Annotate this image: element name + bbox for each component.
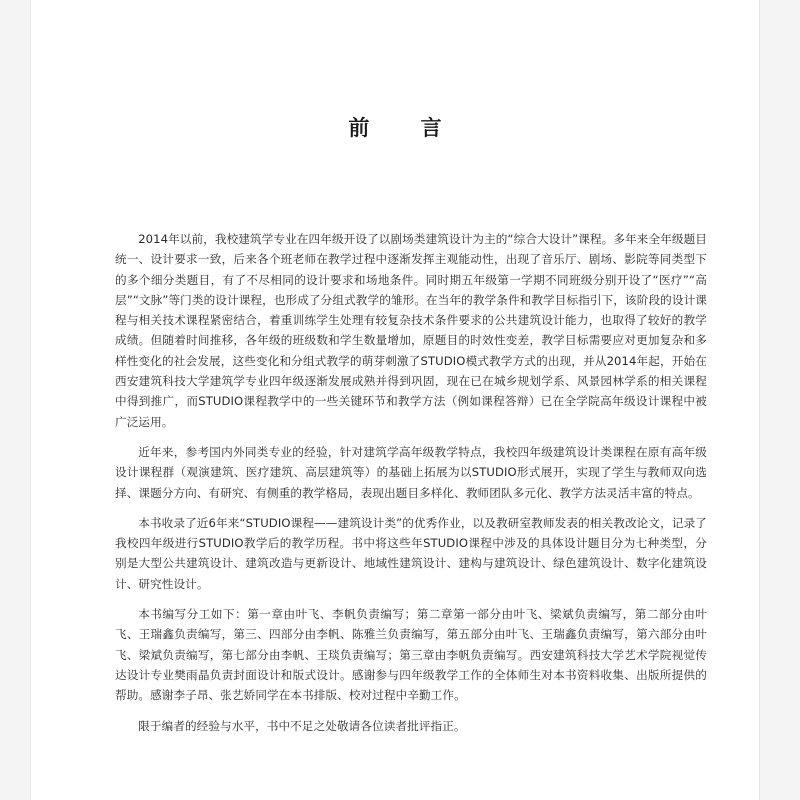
paragraph-2: 近年来，参考国内外同类专业的经验，针对建筑学高年级教学特点，我校四年级建筑设计类课程在原有高年级设计课程群（观演建筑、医疗建筑、高层建筑等）的基础上拓展为以STUDIO形式展开，实现了学生与教师双向选择、课题分方向、有研究、有侧重的教学格局，表现出题目多样化、教师团队多元化、教学方法灵活丰富的特点。 — [115, 444, 707, 500]
page-title: 前 言 — [348, 116, 464, 140]
paragraph-1: 2014年以前，我校建筑学专业在四年级开设了以剧场类建筑设计为主的“综合大设计”课程。多年来全年级题目统一、设计要求一致，后来各个班老师在教学过程中逐渐发挥主观能动性，出现了音乐厅、剧场、影院等同类型下的多个细分类题目，有了不尽相同的设计要求和场地条件。同时期五年级第一学期不同班级分别开设了“医疗”“高层”“文脉”等门类的设计课程，也形成了分组式教学的雏形。在当年的教学条件和教学目标指引下，该阶段的设计课程与相关技术课程紧密结合，着重训练学生处理有较复杂技术条件要求的公共建筑设计能力，也取得了较好的教学成绩。但随着时间推移，各年级的班级数和学生数量增加，原题目的时效性变差，教学目标需要应对更加复杂和多样性变化的社会发展，这些变化和分组式教学的萌芽刺激了STUDIO模式教学方式的出现，并从2014年起，开始在西安建筑科技大学建筑学专业四年级逐渐发展成熟并得到巩固，现在已在城乡规划学系、风景园林学系的相关课程中得到推广，而STUDIO课程教学中的一些关键环节和教学方法（例如课程答辩）已在全学院高年级设计课程中被广泛运用。 — [115, 232, 707, 429]
document-page — [30, 0, 760, 800]
preface-body — [115, 229, 707, 746]
paragraph-4: 本书编写分工如下：第一章由叶飞、李帆负责编写；第二章第一部分由叶飞、梁斌负责编写，第二部分由叶飞、王瑞鑫负责编写，第三、四部分由李帆、陈雅兰负责编写，第五部分由叶飞、王瑞鑫负责编写，第六部分由叶飞、梁斌负责编写，第七部分由李帆、王琰负责编写；第三章由李帆负责编写。西安建筑科技大学艺术学院视觉传达设计专业樊雨晶负责封面设计和版式设计。感谢参与四年级教学工作的全体师生对本书资料收集、出版所提供的帮助。感谢李子昂、张艺娇同学在本书排版、校对过程中辛勤工作。 — [115, 607, 707, 703]
paragraph-5: 限于编者的经验与水平，书中不足之处敬请各位读者批评指正。 — [138, 718, 466, 733]
paragraph-3: 本书收录了近6年来“STUDIO课程——建筑设计类”的优秀作业，以及教研室教师发表的相关教改论文，记录了我校四年级进行STUDIO教学后的教学历程。书中将这些年STUDIO课程中涉及的具体设计题目分为七种类型，分别是大型公共建筑设计、建筑改造与更新设计、地域性建筑设计、建构与建筑设计、绿色建筑设计、数字化建筑设计、研究性设计。 — [115, 515, 707, 591]
